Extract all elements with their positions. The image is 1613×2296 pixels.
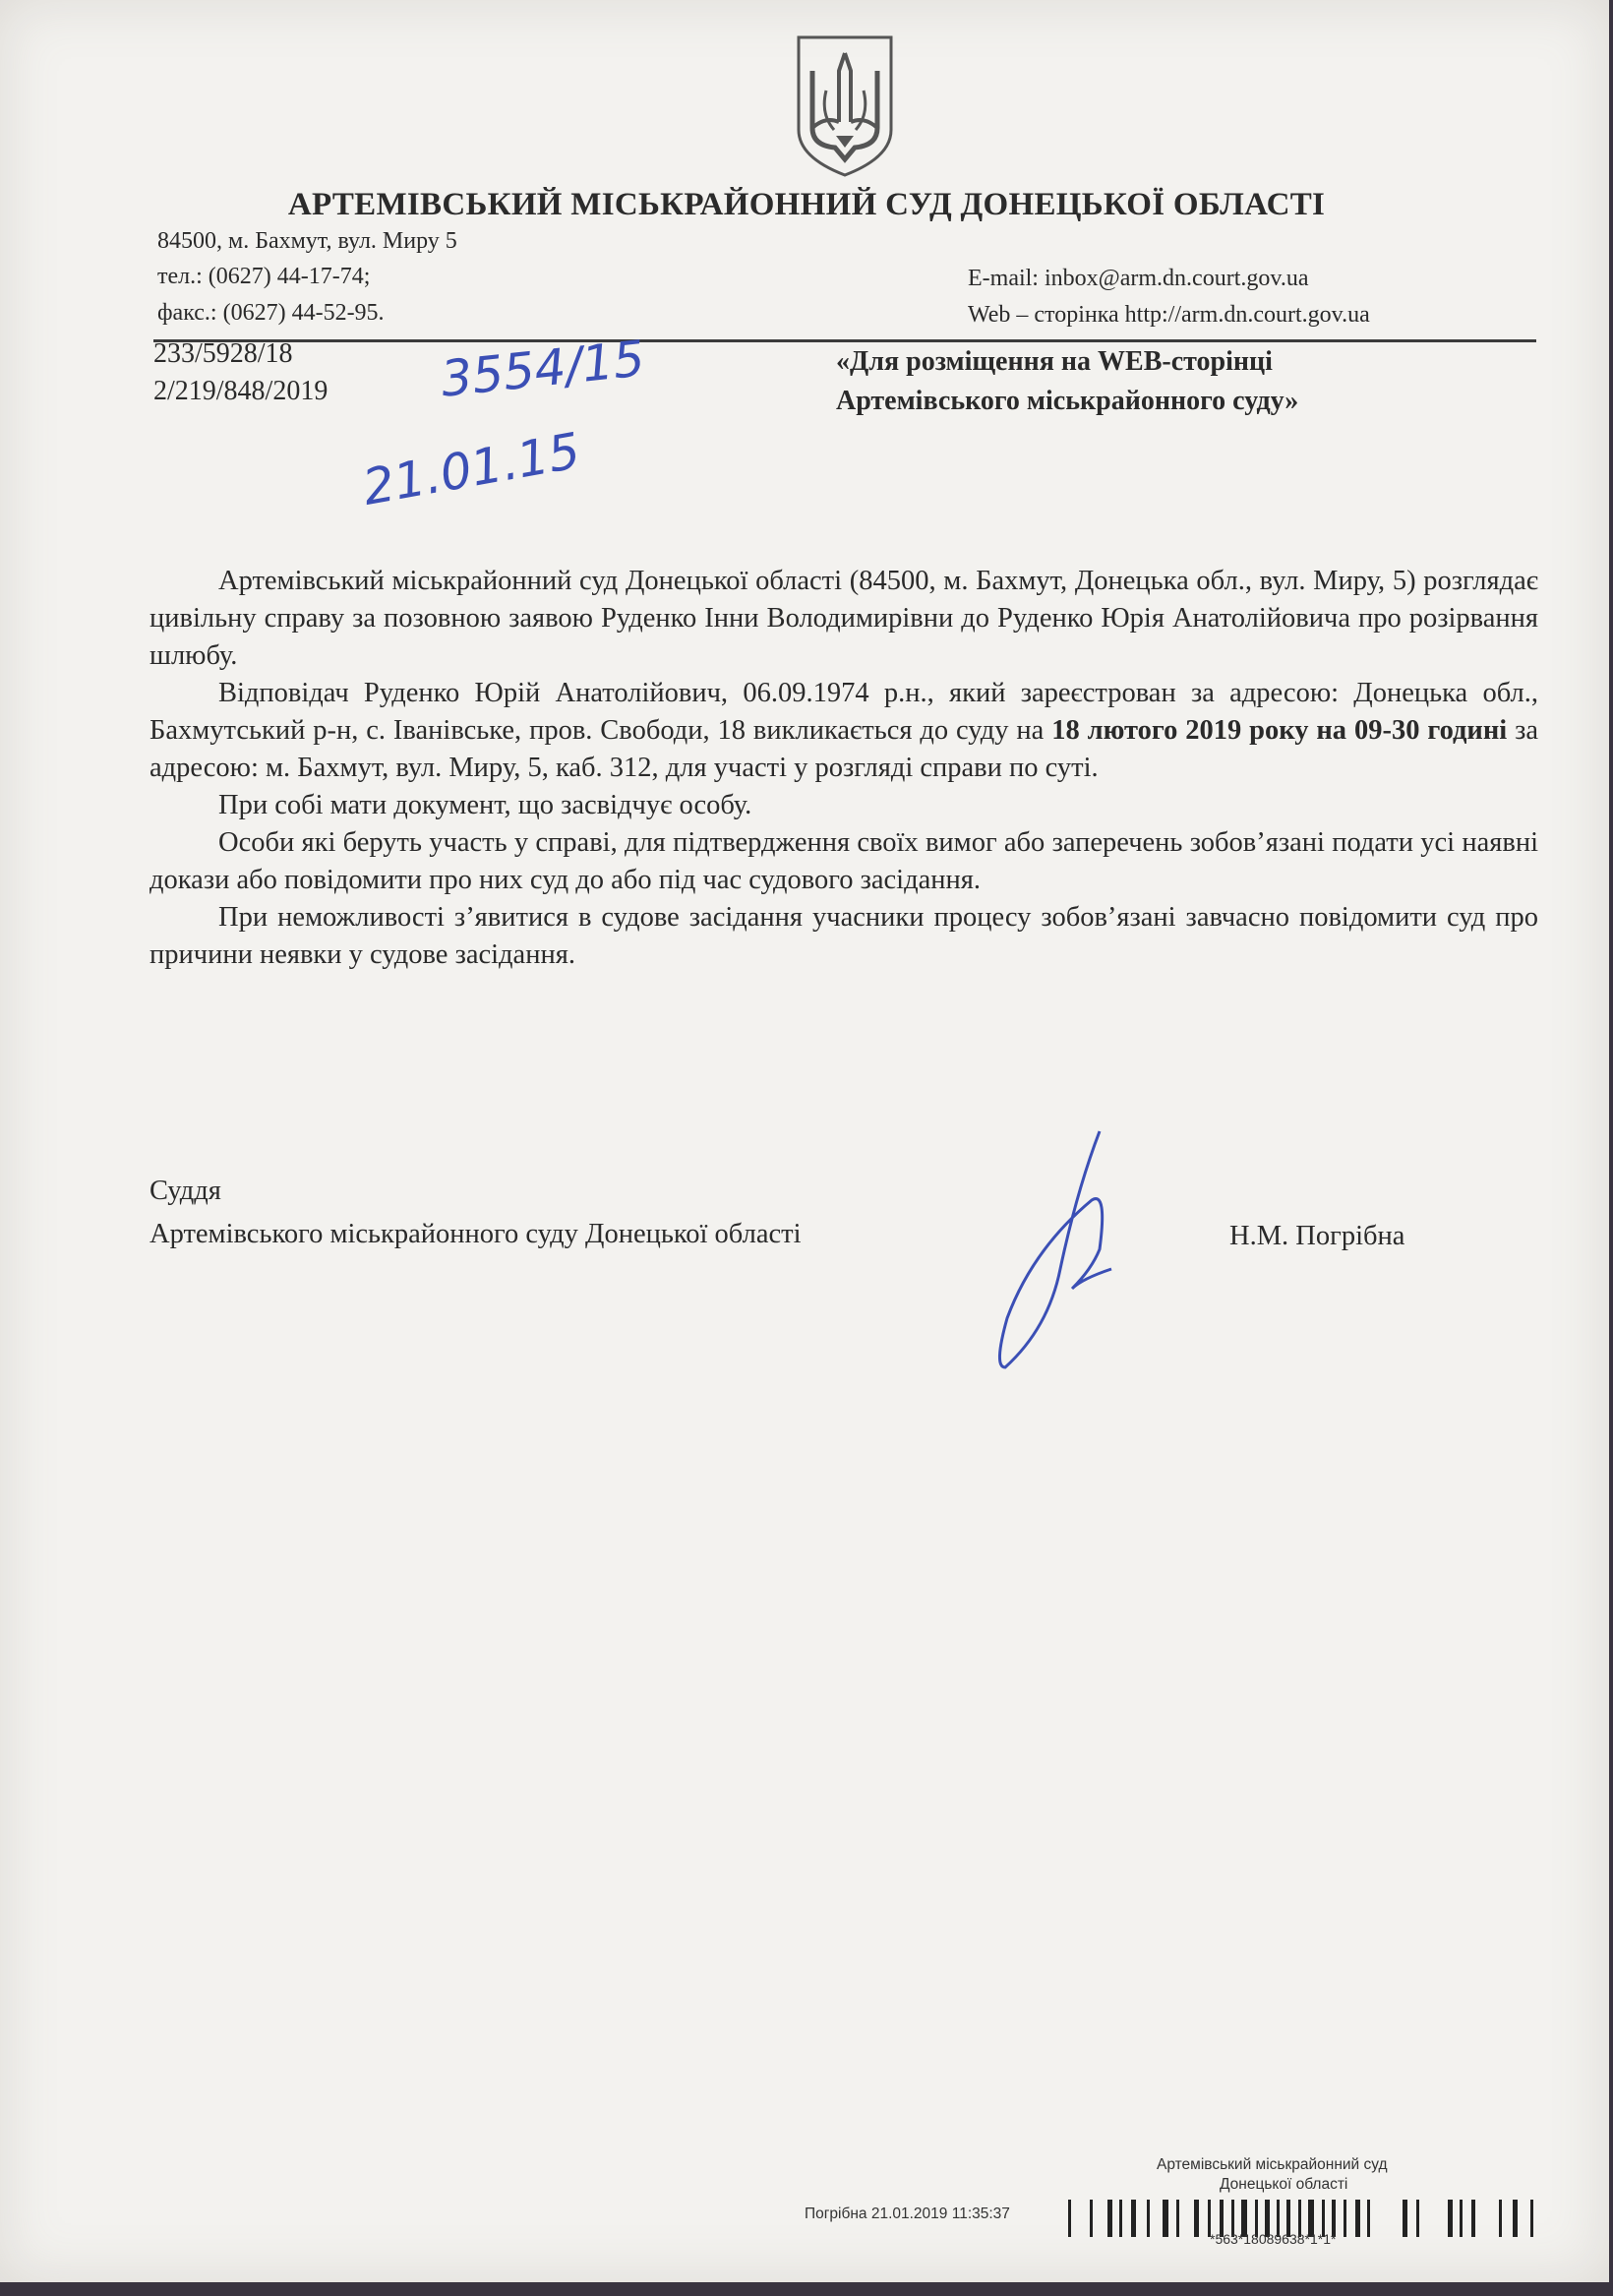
web-note-line-1: «Для розміщення на WEB-сторінці	[836, 346, 1273, 377]
paragraph-evidence: Особи які беруть участь у справі, для підтвердження своїх вимог або заперечень зобов’язані подати усі наявні докази або повідомити про них суд до або під час судового засідання.	[149, 827, 1538, 895]
judge-name: Н.М. Погрібна	[1229, 1221, 1405, 1251]
court-fax: факс.: (0627) 44-52-95.	[157, 300, 385, 326]
court-phone: тел.: (0627) 44-17-74;	[157, 264, 371, 289]
judge-role: Суддя	[149, 1176, 221, 1206]
paragraph-case-description: Артемівський міськрайонний суд Донецької області (84500, м. Бахмут, Донецька обл., вул. Миру, 5) розглядає цивільну справу за позовною заявою Руденко Інни Володимирівни до Руденко Юрія Анатолійовича про розірвання шлюбу.	[149, 566, 1538, 671]
notice-body	[149, 563, 1538, 974]
paragraph-summons	[149, 675, 1538, 787]
handwritten-registration-number: 3554/15	[438, 330, 648, 408]
summons-text-start: Відповідач Руденко Юрій Анатолійович, 06.09.1974 р.н., який зареєстрован за адресою: Донецька обл., Бахмутський р-н, с. Іванівське, пров. Свободи, 18 викликається до суду на	[149, 678, 1538, 746]
court-title: АРТЕМІВСЬКИЙ МІСЬКРАЙОННИЙ СУД ДОНЕЦЬКОЇ ОБЛАСТІ	[287, 187, 1326, 222]
web-note-line-2: Артемівського міськрайонного суду»	[836, 386, 1299, 416]
summons-text-end: за адресою: м. Бахмут, вул. Миру, 5, каб. 312, для участі у розгляді справи по суті.	[149, 715, 1539, 783]
stamp-court-line: Артемівський міськрайонний суд	[1157, 2156, 1388, 2173]
proceeding-number: 2/219/848/2019	[153, 376, 329, 406]
e-signature-info: Погрібна 21.01.2019 11:35:37	[805, 2205, 1010, 2222]
court-website: Web – сторінка http://arm.dn.court.gov.ua	[968, 302, 1370, 328]
coat-of-arms-icon	[791, 31, 899, 179]
judge-signature	[984, 1121, 1141, 1377]
court-address: 84500, м. Бахмут, вул. Миру 5	[157, 228, 457, 254]
court-email: E-mail: inbox@arm.dn.court.gov.ua	[968, 266, 1309, 291]
paragraph-id-document: При собі мати документ, що засвідчує особу.	[218, 790, 752, 820]
web-publication-note	[836, 342, 1298, 421]
stamp-region-line: Донецької області	[1220, 2176, 1348, 2193]
barcode-number: *563*18089638*1*1*	[1210, 2231, 1337, 2247]
case-number: 233/5928/18	[153, 338, 293, 369]
hearing-datetime: 18 лютого 2019 року на 09-30 годині	[1051, 715, 1508, 746]
judge-court: Артемівського міськрайонного суду Донецької області	[149, 1219, 802, 1249]
paragraph-absence: При неможливості з’явитися в судове засідання учасники процесу зобов’язані завчасно повідомити суд про причини неявки у судове засідання.	[149, 902, 1538, 970]
handwritten-date: 21.01.15	[358, 422, 585, 516]
